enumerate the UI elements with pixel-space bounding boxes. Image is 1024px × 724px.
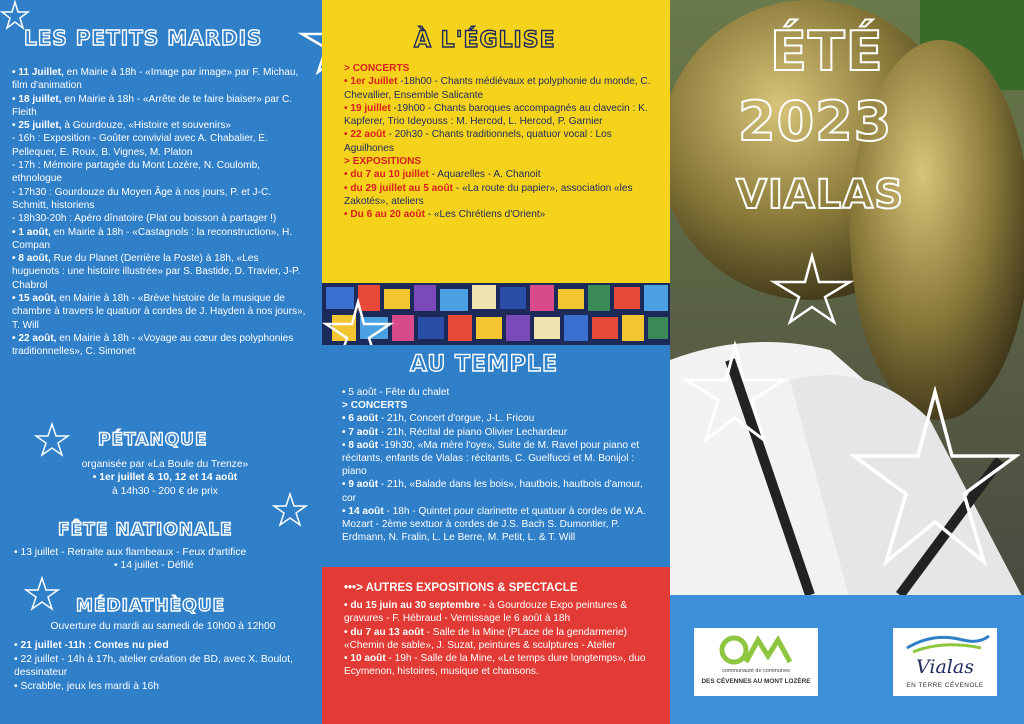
vialas-logo-mark [893, 628, 997, 656]
list-item: • 21 juillet -11h : Contes nu pied [14, 640, 169, 652]
mediatheque-info [14, 620, 312, 693]
list-item: - 17h : Mémoire partagée du Mont Lozère, N. Coulomb, ethnologue [12, 160, 260, 185]
list-item: • 9 août - 21h, «Balade dans les bois», hautbois, hautbois d'amour, cor [342, 479, 643, 504]
com-com-label: communauté de communes [722, 668, 790, 674]
fete-line: • 13 juillet - Retraite aux flambeaux - Feux d'artifice [14, 547, 247, 558]
list-item: • du 7 au 10 juillet - Aquarelles - A. Chanoit [344, 169, 541, 181]
list-item: • 14 août - 18h - Quintet pour clarinette et quatuor à cordes de W.A. Mozart - 2ème sextuor à cordes de J.S. Bach S. Dumontier, P. Erdmann, N. Fralin, L. Le Berre, M. Petit, L. & T. Will [342, 505, 646, 544]
petanque-title: PÉTANQUE [98, 430, 208, 450]
list-item: • 22 juillet - 14h à 17h, atelier création de BD, avec X. Boulot, dessinateur [14, 653, 293, 679]
list-item: • 19 juillet -19h00 - Chants baroques accompagnés au clavecin : K. Kapferer, Trio Ideyouss : M. Hercod, L. Hercod, P. Garnier [344, 102, 648, 128]
star-icon [680, 340, 790, 450]
petanque-info [40, 458, 290, 498]
list-item: • 6 août - 21h, Concert d'orgue, J-L. Fricou [342, 413, 535, 425]
list-item: • du 7 au 13 août - Salle de la Mine (PLace de la gendarmerie) «Chemin de sable», J. Suzat, peintures & sculptures - Atelier [344, 626, 627, 651]
list-item: • Du 6 au 20 août - «Les Chrétiens d'Orient» [344, 209, 546, 221]
petits-mardis-title: LES PETITS MARDIS [24, 26, 263, 50]
list-item: • 22 août - 20h30 - Chants traditionnels, quatuor vocal : Los Aguilhones [344, 129, 612, 154]
list-item: • 25 juillet, à Gourdouze, «Histoire et souvenirs» [12, 120, 231, 132]
list-item: • 7 août - 21h, Récital de piano Olivier Lechardeur [342, 426, 568, 438]
concerts-heading: > CONCERTS [344, 63, 410, 74]
star-icon [770, 252, 854, 326]
autres-list [344, 582, 656, 678]
eglise-title: À L'ÉGLISE [414, 28, 556, 53]
vialas-subtitle: EN TERRE CÉVENOLE [906, 682, 984, 689]
fete-nationale-title: FÊTE NATIONALE [58, 520, 233, 540]
com-com-logo [694, 628, 818, 696]
vialas-logo [893, 628, 997, 696]
list-item: • 8 août, Rue du Planet (Derrière la Poste) à 18h, «Les huguenots : une histoire illustrée» par S. Bastide, D. Travier, J-P. Chabrol [12, 253, 301, 291]
list-item: - 18h30-20h : Apéro dînatoire (Plat ou boisson à partager !) [12, 213, 277, 225]
petanque-organizer: organisée par «La Boule du Trenze» [81, 459, 249, 470]
hero-title-ete: ÉTÉ [770, 20, 884, 83]
star-icon [850, 386, 1020, 576]
petits-mardis-list [12, 66, 308, 359]
star-icon [24, 576, 60, 612]
list-item: • du 29 juillet au 5 août - «La route du papier», association «les Zakotés», ateliers [344, 182, 633, 207]
list-item: • 8 août -19h30, «Ma mère l'oye», Suite de M. Ravel pour piano et récitants, enfants de Vialas : récitants, C. Guelfucci et M. Bonijol : piano [342, 439, 640, 478]
com-com-name: DES CÉVENNES AU MONT LOZÈRE [701, 678, 811, 685]
list-item: - 16h : Exposition - Goûter convivial avec A. Chabalier, E. Pellequer, E. Roux, B. Vignes, M. Platon [12, 133, 268, 158]
list-item: • 1er Juillet -18h00 - Chants médiévaux et polyphonie du monde, C. Chevallier, Ensemble Salicante [344, 76, 651, 101]
list-item: • 11 Juillet, en Mairie à 18h - «Image par image» par F. Michau, film d'animation [12, 67, 299, 92]
fete-nationale-info [14, 546, 314, 573]
eglise-list [344, 62, 656, 222]
list-item: • 5 août - Fête du chalet [342, 387, 450, 398]
list-item: • 10 août - 19h - Salle de la Mine, «Le temps dure longtemps», duo Ecymenon, histoires, musique et chansons. [344, 653, 646, 678]
hero-title-year: 2023 [738, 90, 893, 153]
list-item: • 22 août, en Mairie à 18h - «Voyage au cœur des polyphonies traditionnelles», C. Simonet [12, 332, 294, 358]
star-icon [34, 422, 70, 458]
expos-heading: > EXPOSITIONS [344, 156, 422, 168]
fete-line: • 14 juillet - Défilé [114, 560, 194, 572]
list-item: • 15 août, en Mairie à 18h - «Brève histoire de la musique de chambre à travers le quatuor à cordes de J. Hayden à nos jours», T. Will [12, 293, 306, 331]
mediatheque-hours: Ouverture du mardi au samedi de 10h00 à 12h00 [50, 621, 276, 632]
temple-list [342, 386, 658, 544]
star-icon [272, 492, 308, 528]
concerts-heading: > CONCERTS [342, 400, 408, 412]
mediatheque-title: MÉDIATHÈQUE [76, 596, 226, 616]
list-item: • 1 août, en Mairie à 18h - «Castagnols : la reconstruction», H. Compan [12, 226, 293, 251]
hero-title-vialas: VIALAS [736, 172, 905, 218]
list-item: • 18 juillet, en Mairie à 18h - «Arrête de te faire biaiser» par C. Fleith [12, 93, 293, 118]
temple-title: AU TEMPLE [410, 352, 558, 377]
vialas-name: Vialas [916, 656, 974, 678]
list-item: - 17h30 : Gourdouze du Moyen Âge à nos jours, P. et J-C. Schmitt, historiens [12, 186, 272, 211]
autres-title: •••> AUTRES EXPOSITIONS & SPECTACLE [344, 582, 578, 594]
com-com-logo-mark [694, 628, 818, 670]
petanque-dates: • 1er juillet & 10, 12 et 14 août [92, 472, 238, 484]
list-item: • Scrabble, jeux les mardi à 16h [14, 680, 159, 692]
list-item: • du 15 juin au 30 septembre - à Gourdouze Expo peintures & gravures - F. Hébraud - Vernissage le 6 août à 18h [344, 600, 627, 625]
petanque-prize: à 14h30 - 200 € de prix [112, 485, 218, 497]
